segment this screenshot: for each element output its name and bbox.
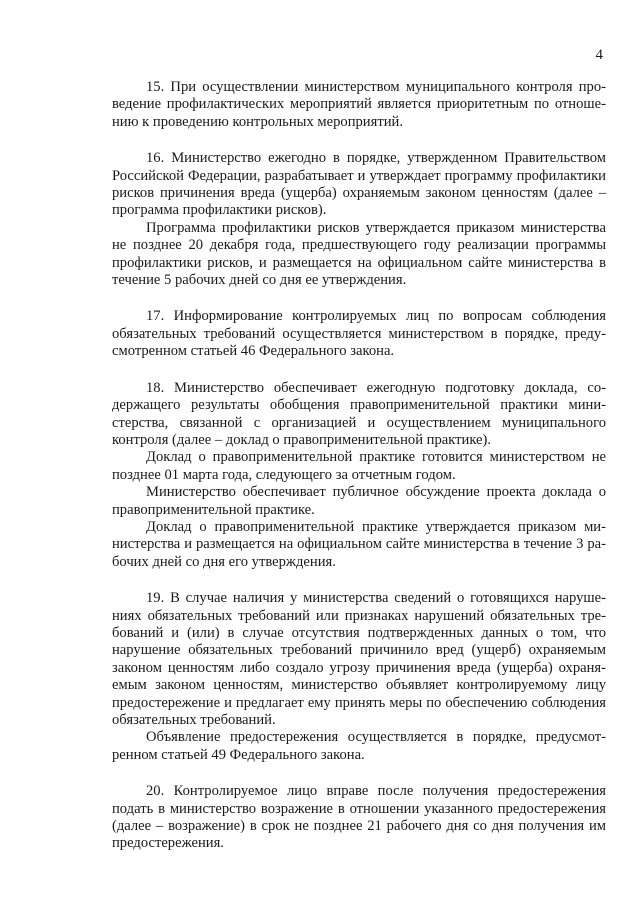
- paragraph: 16. Министерство ежегодно в порядке, утвержденном Правительством Российской Федерации, разрабатывает и утверждает программу профилактики рисков причинения вреда (ущерба) охраняемым законом ценностям (далее – программа профилактики рисков).: [112, 150, 606, 219]
- page-number: 4: [595, 47, 603, 63]
- clause-20: [112, 783, 606, 853]
- clause-18: [112, 380, 606, 571]
- paragraph: Министерство обеспечивает публичное обсуждение проекта доклада о правоприменительной практике.: [112, 484, 606, 518]
- paragraph: Программа профилактики рисков утверждается приказом министерства не позднее 20 декабря года, предшествующего году реализации программы профилактики рисков, и размещается на официальном сайте министерства в течение 5 рабочих дней со дня ее утверждения.: [112, 219, 606, 289]
- paragraph: 15. При осуществлении министерством муниципального контроля проведение профилактических мероприятий является приоритетным по отношению к проведению контрольных мероприятий.: [112, 79, 606, 130]
- clause-17: [112, 308, 606, 360]
- paragraph: 20. Контролируемое лицо вправе после получения предостережения подать в министерство возражение в отношении указанного предостережения (далее – возражение) в срок не позднее 21 рабочего дня со дня получения им предостережения.: [112, 783, 606, 852]
- paragraph: Доклад о правоприменительной практике утверждается приказом министерства и размещается на официальном сайте министерства в течение 3 рабочих дней со дня его утверждения.: [112, 518, 606, 570]
- document-body: [112, 79, 606, 872]
- clause-16: [112, 150, 606, 289]
- paragraph: 17. Информирование контролируемых лиц по вопросам соблюдения обязательных требований осуществляется министерством в порядке, предусмотренном статьей 46 Федерального закона.: [112, 308, 606, 360]
- clause-15: [112, 79, 606, 131]
- paragraph: Объявление предостережения осуществляется в порядке, предусмотренном статьей 49 Федерального закона.: [112, 729, 606, 763]
- paragraph: 19. В случае наличия у министерства сведений о готовящихся нарушениях обязательных требований или признаках нарушений обязательных требований и (или) в случае отсутствия подтвержденных данных о том, что нарушение обязательных требований причинило вред (ущерб) охраняемым законом ценностям либо создало угрозу причинения вреда (ущерба) охраняемым законом ценностям, министерство объявляет контролируемому лицу предостережение и предлагает ему принять меры по обеспечению соблюдения обязательных требований.: [112, 590, 606, 728]
- paragraph: 18. Министерство обеспечивает ежегодную подготовку доклада, содержащего результаты обобщения правоприменительной практики министерства, связанной с организацией и осуществлением муниципального контроля (далее – доклад о правоприменительной практике).: [112, 379, 606, 448]
- paragraph: Доклад о правоприменительной практике готовится министерством не позднее 01 марта года, следующего за отчетным годом.: [112, 449, 606, 483]
- clause-19: [112, 590, 606, 764]
